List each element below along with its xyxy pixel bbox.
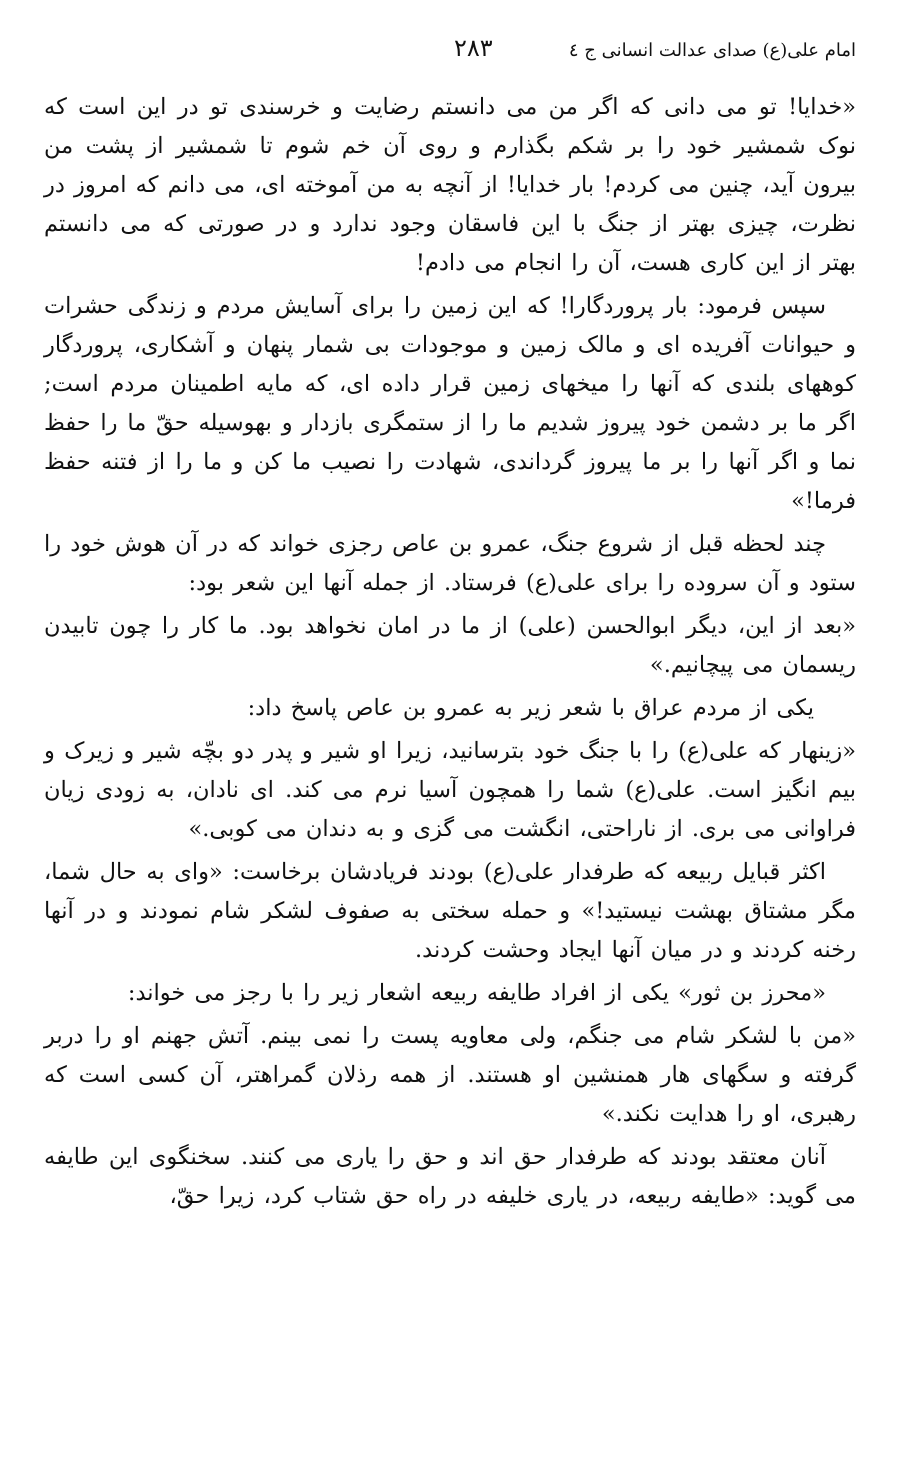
paragraph-prayer-quote: «خدایا! تو می دانی که اگر من می دانستم رضایت و خرسندی تو در این است که نوک شمشیر خود را بر شکم بگذارم و روی آن خم شوم تا شمشیر از پشت من بیرون آید، چنین می کردم! بار خدایا! از آنچه به من آموخته ای، می دانم که امروز در نظرت، چیزی بهتر از جنگ با این فاسقان وجود ندارد و در صورتی که می دانستم بهتر از این کاری هست، آن را انجام می دادم! — [44, 94, 856, 276]
paragraph-amr-poem: «بعد از این، دیگر ابوالحسن (علی) از ما در امان نخواهد بود. ما کار را چون تابیدن ریسمان می پیچانیم.» — [44, 613, 856, 678]
paragraph-rabia-attack: اکثر قبایل ربیعه که طرفدار علی(ع) بودند فریادشان برخاست: «وای به حال شما، مگر مشتاق بهشت نیستید!» و حمله سختی به صفوف لشکر شام نمودند و در آنها رخنه کردند و در میان آنها ایجاد وحشت کردند. — [44, 859, 856, 963]
paragraph-prayer-continued: سپس فرمود: بار پروردگارا! که این زمین را برای آسایش مردم و زندگی حشرات و حیوانات آفریده ای و مالک زمین و موجودات بی شمار پنهان و آشکاری، پروردگار کوههای بلندی که آنها را میخهای زمین قرار داده ای، که مایه اطمینان مردم است; اگر ما بر دشمن خود پیروز شدیم ما را از ستمگری بازدار و بهوسیله حقّ ما را حفظ نما و اگر آنها را بر ما پیروز گرداندی، شهادت را نصیب ما کن و ما را از فتنه حفظ فرما!» — [44, 293, 856, 514]
body-text — [44, 88, 856, 1220]
paragraph-amr-rajaz-intro: چند لحظه قبل از شروع جنگ، عمرو بن عاص رجزی خواند که در آن هوش خود را ستود و آن سروده را برای علی(ع) فرستاد. از جمله آنها این شعر بود: — [44, 531, 856, 596]
running-title: امام علی(ع) صدای عدالت انسانی ج ٤ — [568, 40, 856, 61]
page-number: ٢٨٣ — [454, 34, 493, 62]
paragraph-iraqi-reply-intro: یکی از مردم عراق با شعر زیر به عمرو بن عاص پاسخ داد: — [247, 695, 814, 721]
page-header — [44, 30, 856, 70]
paragraph-muhriz-intro: «محرز بن ثور» یکی از افراد طایفه ربیعه اشعار زیر را با رجز می خواند: — [127, 980, 826, 1006]
paragraph-iraqi-reply-poem: «زینهار که علی(ع) را با جنگ خود بترسانید، زیرا او شیر و پدر دو بچّه شیر و زیرک و بیم انگیز است. علی(ع) شما را همچون آسیا نرم می کند. ای نادان، به زودی زیان فراوانی می بری. از ناراحتی، انگشت می گزی و به دندان می کوبی.» — [44, 738, 856, 842]
paragraph-muhriz-poem: «من با لشکر شام می جنگم، ولی معاویه پست را نمی بینم. آتش جهنم او را دربر گرفته و سگهای هار همنشین او هستند. از همه رذلان گمراهتر، آن کسی است که رهبری، او را هدایت نکند.» — [44, 1023, 856, 1127]
paragraph-rabia-belief: آنان معتقد بودند که طرفدار حق اند و حق را یاری می کنند. سخنگوی این طایفه می گوید: «طایفه ربیعه، در یاری خلیفه در راه حق شتاب کرد، زیرا حقّ، — [44, 1144, 856, 1209]
